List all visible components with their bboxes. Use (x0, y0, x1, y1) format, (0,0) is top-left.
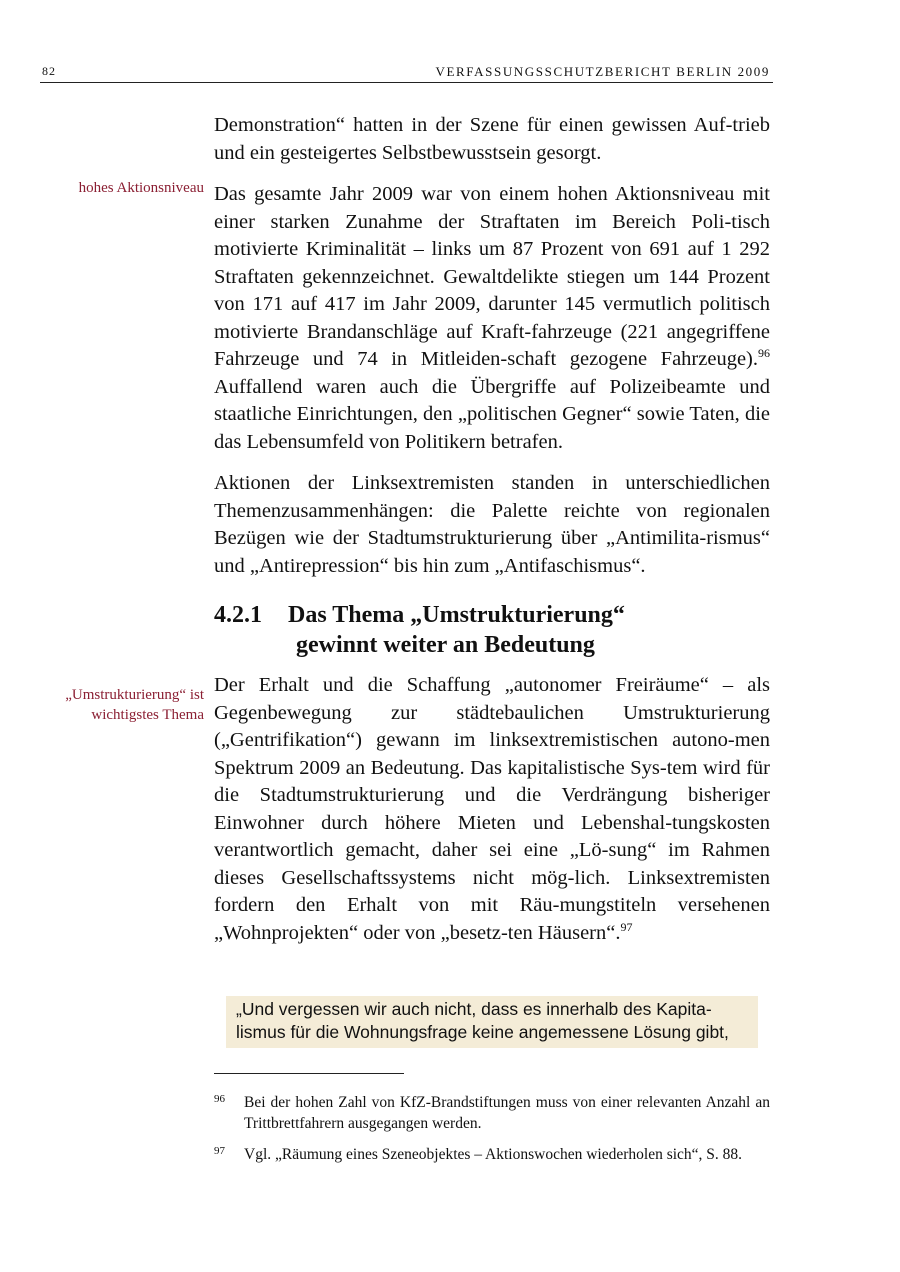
footnote-ref-97[interactable]: 97 (620, 919, 633, 934)
header-rule (40, 82, 773, 83)
footnotes (214, 1092, 770, 1175)
footnote-rule (214, 1073, 404, 1074)
margin-note-aktionsniveau: hohes Aktionsniveau (78, 180, 204, 196)
footnote-number: 97 (214, 1145, 225, 1157)
paragraph-aktionsniveau-text: Das gesamte Jahr 2009 war von einem hohen Aktionsniveau mit einer starken Zunahme der Straftaten im Bereich Poli-tisch motivierte Kriminalität – links um 87 Prozent von 691 auf 1 292 Straftaten gekennzeichnet. Gewaltdelikte stiegen um 144 Prozent von 171 auf 417 im Jahr 2009, darunter 145 vermutlich politisch motivierte Brandanschläge auf Kraft-fahrzeuge (221 angegriffene Fahrzeuge und 74 in Mitleiden-schaft gezogene Fahrzeuge). (214, 183, 770, 370)
footnote-number: 96 (214, 1093, 225, 1105)
footnote-97 (214, 1144, 770, 1165)
paragraph-themen: Aktionen der Linksextremisten standen in unterschiedlichen Themenzusammenhängen: die Palette reichte von regionalen Bezügen wie der Stadtumstrukturierung über „Antimilita-rismus“ und „Antirepression“ bis hin zum „Antifaschismus“. (214, 472, 770, 577)
paragraph-continuation: Demonstration“ hatten in der Szene für einen gewissen Auf-trieb und ein gesteigertes Selbstbewusstsein gesorgt. (214, 114, 770, 164)
footnote-text: Vgl. „Räumung eines Szeneobjektes – Aktionswochen wiederholen sich“, S. 88. (244, 1146, 743, 1163)
footnote-text: Bei der hohen Zahl von KfZ-Brandstiftungen muss von einer relevanten Anzahl an Trittbrettfahrern ausgegangen werden. (244, 1094, 770, 1132)
running-title: VERFASSUNGSSCHUTZBERICHT BERLIN 2009 (435, 64, 770, 79)
margin-note-umstrukturierung: „Umstrukturierung“ ist wichtigstes Thema (65, 687, 204, 723)
footnote-ref-96[interactable]: 96 (758, 346, 770, 361)
footnote-96 (214, 1092, 770, 1134)
section-heading (214, 600, 770, 660)
section-title-line1: Das Thema „Umstrukturierung“ (288, 602, 625, 628)
paragraph-umstrukturierung-text: Der Erhalt und die Schaffung „autonomer Freiräume“ – als Gegenbewegung zur städtebaulichen Umstrukturierung („Gentrifikation“) gewann im linksextremistischen autono-men Spektrum 2009 an Bedeutung. Das kapitalistische Sys-tem wird für die Stadtumstrukturierung und die Verdrängung bisheriger Einwohner durch höhere Mieten und Lebenshal-tungskosten verantwortlich gemacht, daher sei eine „Lö-sung“ im Rahmen dieses Gesellschaftssystems nicht mög-lich. Linksextremisten fordern den Erhalt von mit Räu-mungstiteln versehenen „Wohnprojekten“ oder von „besetz-ten Häusern“. (214, 674, 770, 944)
page-number: 82 (42, 64, 56, 78)
section-number: 4.2.1 (214, 602, 262, 628)
paragraph-aktionsniveau (214, 181, 770, 456)
paragraph-umstrukturierung (214, 672, 770, 947)
main-text-column (214, 112, 770, 961)
paragraph-aktionsniveau-rest: Auffallend waren auch die Übergriffe auf Polizeibeamte und staatliche Einrichtungen, den „politischen Gegner“ sowie Taten, die das Lebensumfeld von Politikern betrafen. (214, 375, 770, 453)
quote-box: „Und vergessen wir auch nicht, dass es innerhalb des Kapita-lismus für die Wohnungsfrage keine angemessene Lösung gibt, (226, 996, 758, 1048)
section-title-line2: gewinnt weiter an Bedeutung (296, 632, 595, 658)
